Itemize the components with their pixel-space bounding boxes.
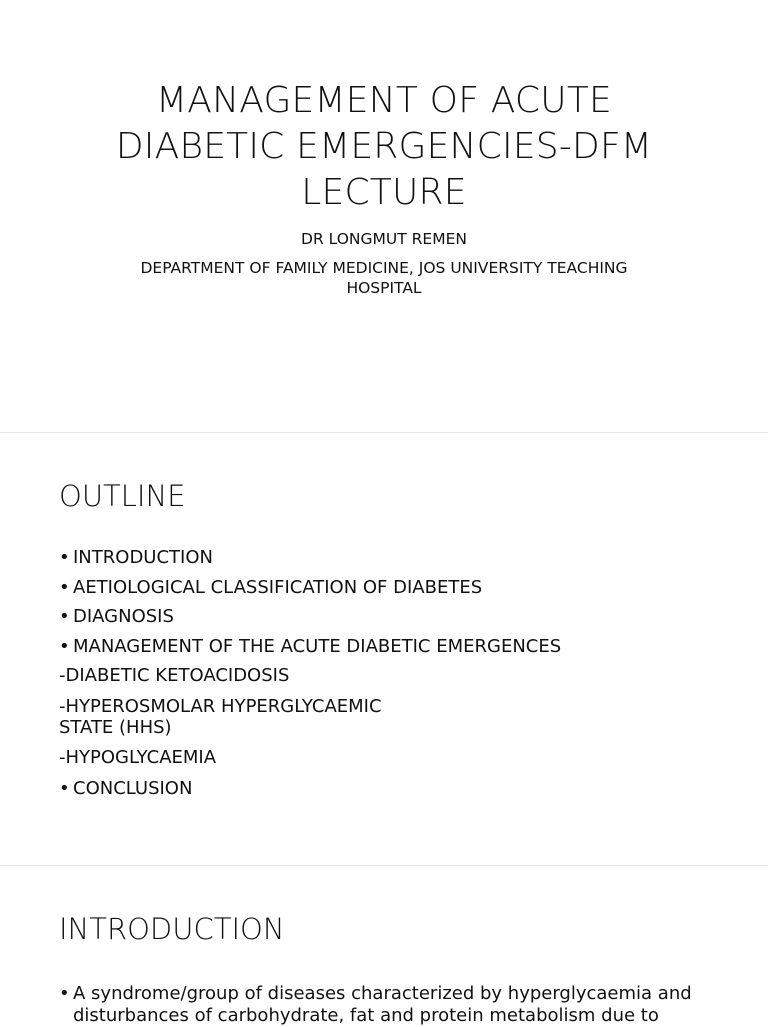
department-name: DEPARTMENT OF FAMILY MEDICINE, JOS UNIVERSITY TEACHING HOSPITAL	[140, 259, 628, 297]
list-item-text: CONCLUSION	[73, 777, 193, 799]
list-item	[59, 778, 679, 799]
list-item-text: -HYPEROSMOLAR HYPERGLYCAEMIC STATE (HHS)	[59, 695, 382, 738]
bullet-icon: •	[59, 547, 70, 568]
introduction-text: A syndrome/group of diseases characterized by hyperglycaemia and disturbances of carbohydrate, fat and protein metabolism due to	[73, 983, 692, 1026]
list-item	[59, 547, 679, 568]
list-item	[59, 606, 679, 627]
list-item-text: DIAGNOSIS	[73, 606, 174, 627]
bullet-icon: •	[59, 777, 70, 799]
presentation-title: MANAGEMENT OF ACUTE DIABETIC EMERGENCIES-DFM LECTURE	[115, 80, 653, 213]
introduction-heading: INTRODUCTION	[59, 912, 285, 946]
outline-slide	[0, 433, 768, 865]
list-item-text: MANAGEMENT OF THE ACUTE DIABETIC EMERGENCES	[73, 635, 562, 657]
list-item	[59, 665, 399, 686]
outline-heading: OUTLINE	[59, 479, 186, 513]
bullet-icon: •	[59, 635, 70, 657]
title-slide	[0, 0, 768, 432]
list-item	[59, 747, 399, 768]
list-item	[59, 636, 679, 657]
list-item	[59, 696, 399, 738]
list-item-text: INTRODUCTION	[73, 547, 213, 568]
list-item-text: -HYPOGLYCAEMIA	[59, 747, 217, 768]
bullet-icon: •	[59, 983, 70, 1004]
list-item-text: -DIABETIC KETOACIDOSIS	[59, 665, 290, 686]
bullet-icon: •	[59, 576, 70, 598]
outline-list	[59, 547, 679, 807]
author-name: DR LONGMUT REMEN	[301, 230, 467, 248]
introduction-slide	[0, 866, 768, 1024]
list-item-text: AETIOLOGICAL CLASSIFICATION OF DIABETES	[73, 576, 483, 598]
introduction-bullet	[59, 983, 709, 1027]
bullet-icon: •	[59, 606, 70, 627]
list-item	[59, 577, 679, 598]
